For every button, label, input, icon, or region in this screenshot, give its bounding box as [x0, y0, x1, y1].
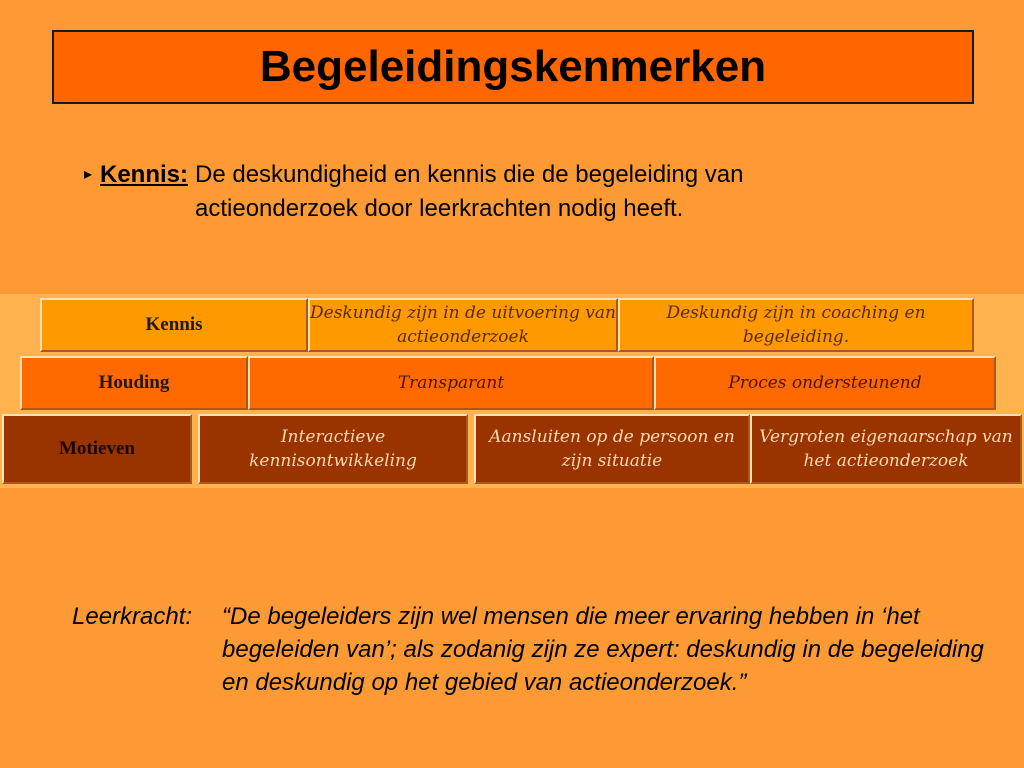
bullet-term: Kennis:	[100, 161, 189, 188]
motieven-cell-1: Interactieve kennisontwikkeling	[198, 414, 468, 484]
title-box	[52, 30, 974, 104]
kennis-cell-1: Deskundig zijn in de uitvoering van actieonderzoek	[308, 298, 618, 352]
bullet-arrow-icon: ▸	[84, 166, 93, 183]
diagram-row-kennis	[40, 298, 974, 352]
diagram-row-houding	[20, 356, 996, 410]
row-label-kennis: Kennis	[40, 298, 308, 352]
quote-speaker: Leerkracht:	[72, 603, 193, 630]
characteristics-diagram	[0, 294, 1024, 488]
houding-cell-1: Transparant	[248, 356, 654, 410]
houding-cell-2: Proces ondersteunend	[654, 356, 996, 410]
kennis-bullet	[84, 158, 904, 226]
row-label-houding: Houding	[20, 356, 248, 410]
teacher-quote	[72, 600, 992, 699]
motieven-cell-3: Vergroten eigenaarschap van het actieonderzoek	[750, 414, 1022, 484]
row-label-motieven: Motieven	[2, 414, 192, 484]
diagram-row-motieven	[2, 414, 1022, 484]
motieven-cell-2: Aansluiten op de persoon en zijn situatie	[474, 414, 750, 484]
bullet-description: De deskundigheid en kennis die de begeleiding van actieonderzoek door leerkrachten nodig heeft.	[195, 161, 744, 222]
quote-text: “De begeleiders zijn wel mensen die meer ervaring hebben in ‘het begeleiden van’; als zodanig zijn ze expert: deskundig in de begeleiding en deskundig op het gebied van actieonderzoek.”	[222, 603, 984, 696]
kennis-cell-2: Deskundig zijn in coaching en begeleiding.	[618, 298, 974, 352]
slide-title: Begeleidingskenmerken	[259, 42, 767, 91]
